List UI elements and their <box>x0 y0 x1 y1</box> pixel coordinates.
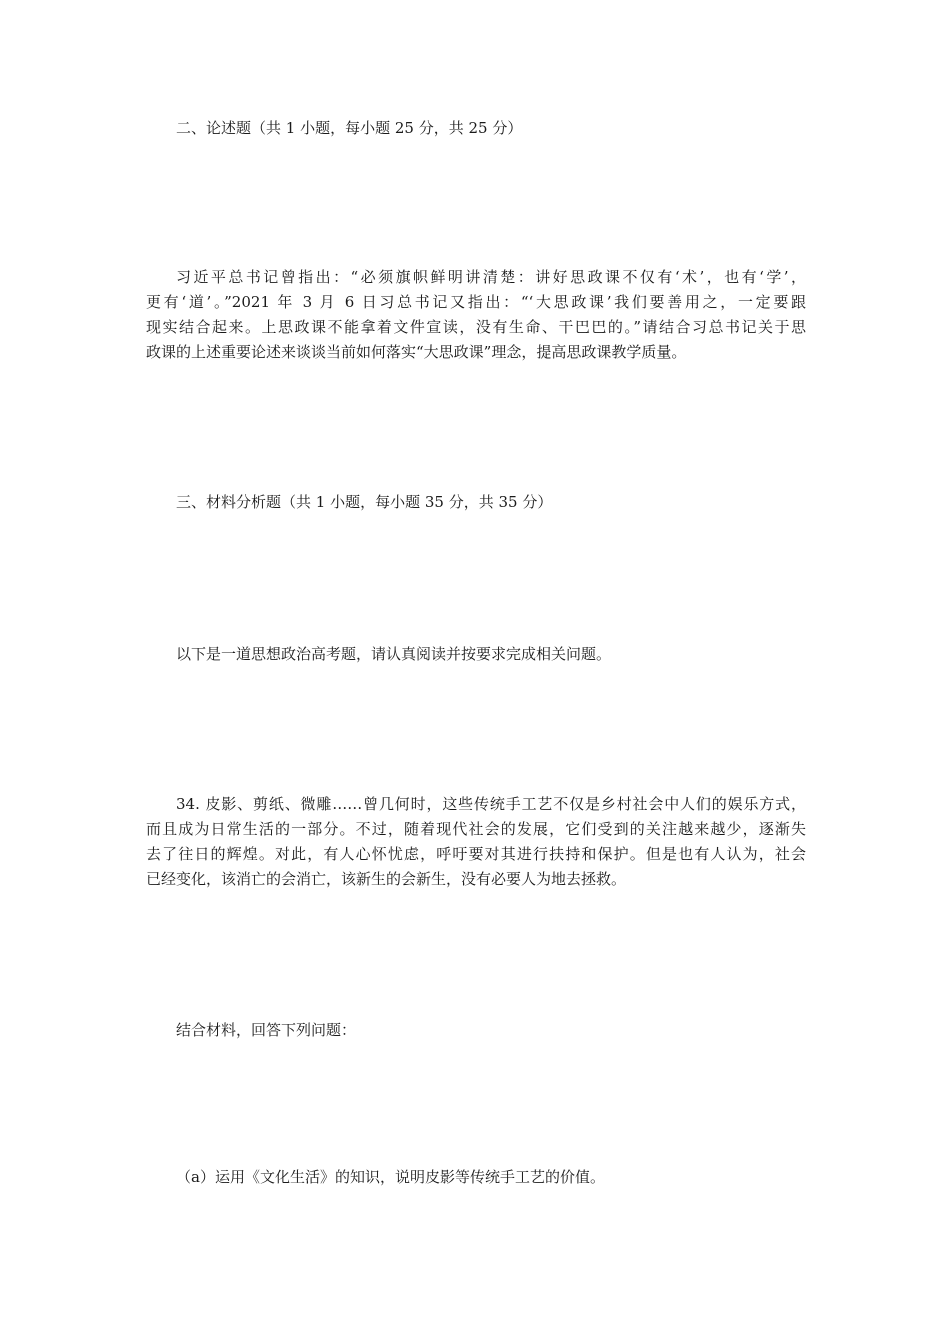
material-passage <box>146 792 806 892</box>
section-3-heading: 三、材料分析题（共 1 小题，每小题 35 分，共 35 分） <box>176 493 553 511</box>
essay-question-line: 更有‘道’。”2021 年 3 月 6 日习总书记又指出：“‘大思政课’我们要善用之，一定要跟 <box>146 293 806 311</box>
answer-prompt: 结合材料，回答下列问题： <box>176 1021 357 1039</box>
section-2-heading: 二、论述题（共 1 小题，每小题 25 分，共 25 分） <box>176 119 523 137</box>
material-line: 去了往日的辉煌。对此，有人心怀忧虑，呼吁要对其进行扶持和保护。但是也有人认为，社会 <box>146 845 806 863</box>
material-line: 已经变化，该消亡的会消亡，该新生的会新生，没有必要人为地去拯救。 <box>146 870 627 888</box>
material-intro: 以下是一道思想政治高考题，请认真阅读并按要求完成相关问题。 <box>176 645 612 663</box>
material-line: 而且成为日常生活的一部分。不过，随着现代社会的发展，它们受到的关注越来越少，逐渐失 <box>146 820 806 838</box>
material-line: 34. 皮影、剪纸、微雕……曾几何时，这些传统手工艺不仅是乡村社会中人们的娱乐方式， <box>176 795 806 813</box>
essay-question <box>146 265 806 365</box>
essay-question-line: 政课的上述重要论述来谈谈当前如何落实“大思政课”理念，提高思政课教学质量。 <box>146 343 687 361</box>
essay-question-line: 现实结合起来。上思政课不能拿着文件宣读，没有生命、干巴巴的。”请结合习总书记关于思 <box>146 318 806 336</box>
essay-question-line: 习近平总书记曾指出：“必须旗帜鲜明讲清楚：讲好思政课不仅有‘术’，也有‘学’， <box>176 268 806 286</box>
sub-question-a: （a）运用《文化生活》的知识，说明皮影等传统手工艺的价值。 <box>176 1168 605 1186</box>
